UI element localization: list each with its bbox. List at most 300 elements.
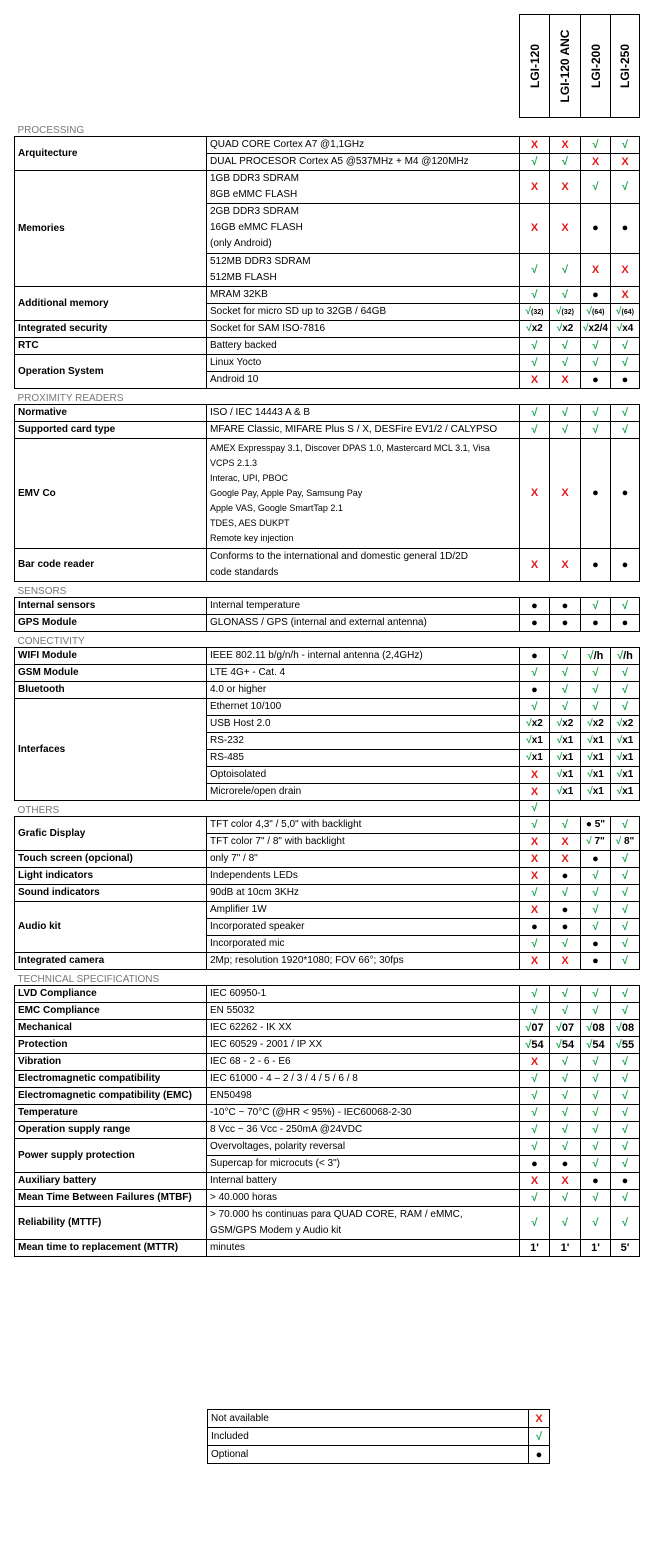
not-available-mark: X (530, 222, 539, 234)
availability-cell (611, 1121, 640, 1138)
availability-cell (611, 1104, 640, 1121)
availability-cell (520, 371, 550, 388)
included-mark: √ (531, 1191, 538, 1204)
mark-suffix: x1 (562, 752, 574, 763)
table-row (15, 884, 640, 901)
section-mark (520, 800, 550, 816)
optional-mark: ● (621, 1174, 629, 1187)
included-mark: √ (586, 1038, 593, 1051)
mark-suffix: x1 (622, 735, 634, 746)
included-mark: √ (561, 818, 569, 831)
included-mark: √ (561, 987, 569, 1000)
availability-cell (550, 404, 581, 421)
optional-mark: ● (531, 1157, 538, 1170)
optional-mark: ● (531, 920, 538, 933)
availability-cell (520, 1155, 550, 1172)
included-mark: √ (561, 423, 569, 436)
included-mark: √ (592, 1191, 599, 1204)
included-mark: √ (561, 1004, 569, 1017)
not-available-mark: X (621, 155, 629, 168)
mark-suffix: x2 (531, 718, 543, 729)
availability-cell (581, 1036, 611, 1053)
feature-detail: ISO / IEC 14443 A & B (207, 404, 520, 421)
feature-detail: IEC 60950-1 (207, 985, 520, 1002)
optional-mark: ● (531, 683, 538, 696)
included-mark: √ (586, 836, 592, 847)
availability-cell (581, 1172, 611, 1189)
availability-cell (581, 597, 611, 614)
feature-detail: Android 10 (207, 371, 520, 388)
availability-cell (581, 749, 611, 766)
feature-name: Interfaces (15, 698, 207, 800)
legend-label: Included (208, 1428, 529, 1446)
availability-cell (550, 203, 581, 253)
availability-cell (550, 664, 581, 681)
included-mark: √ (531, 802, 538, 814)
legend-mark (529, 1410, 550, 1428)
availability-cell (520, 303, 550, 320)
included-mark: √ (621, 1216, 629, 1229)
included-mark: √ (621, 423, 629, 436)
availability-cell (550, 985, 581, 1002)
availability-cell (520, 203, 550, 253)
not-available-mark: X (561, 222, 569, 234)
model-name: LGI-200 (588, 43, 603, 89)
mark-suffix: x2/4 (588, 323, 608, 334)
availability-cell (520, 1019, 550, 1036)
availability-cell (520, 766, 550, 783)
feature-name: GPS Module (15, 614, 207, 631)
included-mark: √ (592, 700, 599, 713)
not-available-mark: X (561, 487, 569, 499)
included-mark: √ (621, 700, 629, 713)
mark-suffix: 07 (531, 1021, 544, 1034)
mark-suffix: (64) (592, 309, 605, 316)
included-mark: √ (587, 718, 593, 729)
availability-cell (611, 286, 640, 303)
availability-cell (550, 732, 581, 749)
not-available-mark: X (561, 373, 569, 386)
availability-cell (520, 136, 550, 153)
availability-cell (611, 136, 640, 153)
not-available-mark: X (530, 373, 539, 386)
included-mark: √ (561, 666, 569, 679)
feature-name: Bar code reader (15, 548, 207, 581)
availability-cell (550, 170, 581, 203)
included-mark: √ (561, 1140, 569, 1153)
included-mark: √ (621, 1072, 629, 1085)
included-mark: √ (531, 937, 538, 950)
mark-suffix: 08 (592, 1021, 605, 1034)
feature-detail: USB Host 2.0 (207, 715, 520, 732)
availability-cell (581, 253, 611, 286)
mark-suffix: x1 (592, 735, 604, 746)
included-mark: √ (531, 155, 538, 168)
included-mark: √ (621, 818, 629, 831)
availability-cell (611, 303, 640, 320)
included-mark: √ (556, 786, 563, 797)
feature-name: EMV Co (15, 438, 207, 548)
optional-mark: ● (592, 487, 599, 499)
not-available-mark: X (561, 1174, 569, 1187)
included-mark: √ (616, 718, 623, 729)
included-mark: √ (621, 937, 629, 950)
included-mark: √ (561, 1191, 569, 1204)
included-mark: √ (556, 735, 563, 746)
included-mark: √ (592, 356, 599, 369)
included-mark: √ (592, 903, 599, 916)
feature-name: Operation System (15, 354, 207, 388)
mark-suffix: 54 (561, 1038, 575, 1051)
feature-detail: Supercap for microcuts (< 3") (207, 1155, 520, 1172)
availability-cell (550, 1036, 581, 1053)
included-mark: √ (592, 1216, 599, 1229)
included-mark: √ (617, 649, 624, 662)
availability-cell (550, 698, 581, 715)
availability-cell (550, 901, 581, 918)
optional-mark: ● (531, 599, 538, 612)
included-mark: √ (531, 423, 538, 436)
included-mark: √ (587, 752, 593, 763)
availability-cell (581, 1019, 611, 1036)
mark-text: 1' (560, 1241, 570, 1254)
included-mark: √ (592, 1123, 599, 1136)
availability-cell (520, 850, 550, 867)
included-mark: √ (621, 1157, 629, 1170)
table-row (15, 170, 640, 203)
optional-mark: ● (621, 373, 629, 386)
availability-cell (581, 918, 611, 935)
table-row (15, 698, 640, 715)
included-mark: √ (592, 987, 599, 1000)
feature-name: Audio kit (15, 901, 207, 952)
feature-detail: 90dB at 10cm 3KHz (207, 884, 520, 901)
included-mark: √ (526, 323, 532, 334)
availability-cell (581, 1206, 611, 1239)
availability-cell (611, 1189, 640, 1206)
availability-cell (520, 952, 550, 969)
not-available-mark: X (591, 155, 600, 168)
optional-mark: ● (561, 599, 569, 612)
not-available-mark: X (561, 558, 569, 571)
legend-label: Optional (208, 1446, 529, 1464)
feature-name: Supported card type (15, 421, 207, 438)
included-mark: √ (587, 786, 593, 797)
mark-suffix: (64) (621, 309, 634, 316)
model-header (611, 14, 640, 118)
availability-cell (520, 404, 550, 421)
mark-suffix: x2 (622, 718, 634, 729)
availability-cell (550, 833, 581, 850)
availability-cell (550, 1239, 581, 1256)
availability-cell (581, 783, 611, 800)
feature-name: Auxiliary battery (15, 1172, 207, 1189)
section-title: OTHERS (17, 804, 60, 816)
included-mark: √ (561, 1089, 569, 1102)
mark-suffix: x1 (531, 735, 543, 746)
availability-cell (611, 1239, 640, 1256)
included-mark: √ (531, 263, 538, 276)
included-mark: √ (616, 323, 623, 334)
availability-cell (611, 647, 640, 664)
availability-cell (520, 833, 550, 850)
model-name: LGI-120 ANC (558, 29, 572, 103)
model-header (581, 14, 611, 118)
availability-cell (581, 153, 611, 170)
included-mark: √ (592, 886, 599, 899)
included-mark: √ (561, 1072, 569, 1085)
feature-name: Temperature (15, 1104, 207, 1121)
availability-cell (611, 952, 640, 969)
included-mark: √ (592, 138, 599, 151)
included-mark: √ (621, 1140, 629, 1153)
legend-label: Not available (208, 1410, 529, 1428)
mark-suffix: x1 (531, 752, 543, 763)
legend-table (207, 1409, 550, 1464)
availability-cell (581, 438, 611, 548)
availability-cell (581, 715, 611, 732)
availability-cell (550, 681, 581, 698)
availability-cell (581, 1053, 611, 1070)
feature-detail: IEEE 802.11 b/g/n/h - internal antenna (2,4GHz) (207, 647, 520, 664)
availability-cell (520, 1239, 550, 1256)
availability-cell (611, 548, 640, 581)
availability-cell (581, 952, 611, 969)
not-available-mark: X (621, 263, 629, 276)
feature-name: Arquitecture (15, 136, 207, 170)
included-mark: √ (531, 288, 538, 301)
availability-cell (581, 286, 611, 303)
availability-cell (611, 833, 640, 850)
availability-cell (611, 1172, 640, 1189)
mark-suffix: x1 (592, 769, 604, 780)
feature-detail: Socket for SAM ISO-7816 (207, 320, 520, 337)
availability-cell (611, 597, 640, 614)
availability-cell (550, 1002, 581, 1019)
included-mark: √ (621, 138, 629, 151)
included-mark: √ (583, 323, 589, 334)
availability-cell (611, 170, 640, 203)
optional-mark: ● (592, 373, 599, 386)
mark-suffix: x1 (562, 735, 574, 746)
legend-mark (529, 1428, 550, 1446)
availability-cell (611, 354, 640, 371)
availability-cell (520, 867, 550, 884)
feature-detail: IEC 60529 - 2001 / IP XX (207, 1036, 520, 1053)
feature-name: Bluetooth (15, 681, 207, 698)
availability-cell (520, 816, 550, 833)
not-available-mark: X (530, 138, 539, 151)
included-mark: √ (592, 180, 599, 193)
included-mark: √ (525, 1038, 532, 1051)
table-row (15, 1189, 640, 1206)
included-mark: √ (556, 769, 563, 780)
included-mark: √ (561, 1216, 569, 1229)
table-row (15, 664, 640, 681)
included-mark: √ (531, 339, 538, 352)
availability-cell (550, 320, 581, 337)
included-mark: √ (621, 1123, 629, 1136)
table-row (15, 337, 640, 354)
mark-suffix: x2 (531, 323, 543, 334)
feature-detail: Linux Yocto (207, 354, 520, 371)
availability-cell (581, 833, 611, 850)
availability-cell (581, 985, 611, 1002)
availability-cell (520, 286, 550, 303)
availability-cell (520, 783, 550, 800)
included-mark: √ (556, 306, 562, 317)
availability-cell (581, 647, 611, 664)
not-available-mark: X (530, 835, 539, 848)
feature-name: Integrated camera (15, 952, 207, 969)
included-mark: √ (587, 735, 593, 746)
included-mark: √ (531, 1216, 538, 1229)
availability-cell (581, 1104, 611, 1121)
optional-mark: ● (621, 222, 629, 234)
included-mark: √ (621, 987, 629, 1000)
included-mark: √ (615, 1038, 622, 1051)
included-mark: √ (621, 1055, 629, 1068)
included-mark: √ (531, 886, 538, 899)
mark-suffix: 55 (621, 1038, 635, 1051)
optional-mark: ● (592, 954, 599, 967)
included-mark: √ (621, 406, 629, 419)
availability-cell (550, 1104, 581, 1121)
feature-detail: Battery backed (207, 337, 520, 354)
included-mark: √ (592, 339, 599, 352)
feature-detail: Independents LEDs (207, 867, 520, 884)
availability-cell (520, 614, 550, 631)
feature-detail: MFARE Classic, MIFARE Plus S / X, DESFire EV1/2 / CALYPSO (207, 421, 520, 438)
availability-cell (581, 850, 611, 867)
mark-suffix: x2 (592, 718, 604, 729)
included-mark: √ (592, 1140, 599, 1153)
feature-detail: only 7" / 8" (207, 850, 520, 867)
included-mark: √ (592, 1157, 599, 1170)
included-mark: √ (621, 356, 629, 369)
table-row (15, 1121, 640, 1138)
availability-cell (611, 749, 640, 766)
availability-cell (611, 253, 640, 286)
availability-cell (520, 438, 550, 548)
mark-suffix: x1 (622, 769, 634, 780)
mark-suffix: (32) (531, 309, 544, 316)
included-mark: √ (616, 306, 622, 317)
optional-mark: ● (592, 558, 599, 571)
availability-cell (520, 320, 550, 337)
optional-mark: ● (531, 616, 538, 629)
mark-suffix: x1 (562, 786, 574, 797)
feature-detail: MRAM 32KB (207, 286, 520, 303)
included-mark: √ (561, 1055, 569, 1068)
table-row (15, 320, 640, 337)
table-row (15, 901, 640, 918)
feature-name: Touch screen (opcional) (15, 850, 207, 867)
feature-detail: Incorporated mic (207, 935, 520, 952)
included-mark: √ (615, 836, 622, 847)
included-mark: √ (531, 356, 538, 369)
availability-cell (581, 1070, 611, 1087)
feature-name: Protection (15, 1036, 207, 1053)
availability-cell (520, 681, 550, 698)
availability-cell (520, 253, 550, 286)
included-mark: √ (592, 1004, 599, 1017)
not-available-mark: X (530, 768, 539, 781)
mark-suffix: x4 (622, 323, 634, 334)
table-row (15, 681, 640, 698)
availability-cell (611, 1070, 640, 1087)
included-mark: √ (592, 1106, 599, 1119)
availability-cell (581, 681, 611, 698)
legend-mark (529, 1446, 550, 1464)
optional-mark: ● (621, 616, 629, 629)
mark-suffix: /h (593, 649, 604, 662)
optional-mark: ● (561, 1157, 569, 1170)
not-available-mark: X (530, 852, 539, 865)
included-mark: √ (592, 1072, 599, 1085)
feature-detail: 2GB DDR3 SDRAM 16GB eMMC FLASH (only Android) (207, 203, 520, 253)
not-available-mark: X (561, 138, 569, 151)
availability-cell (581, 136, 611, 153)
feature-detail: DUAL PROCESOR Cortex A5 @537MHz + M4 @120MHz (207, 153, 520, 170)
mark-suffix: 5" (591, 819, 606, 830)
feature-name: Normative (15, 404, 207, 421)
availability-cell (550, 597, 581, 614)
availability-cell (581, 303, 611, 320)
availability-cell (550, 1155, 581, 1172)
feature-name: GSM Module (15, 664, 207, 681)
table-row (15, 597, 640, 614)
legend-row (208, 1446, 550, 1464)
included-mark: √ (616, 769, 623, 780)
feature-name: Electromagnetic compatibility (EMC) (15, 1087, 207, 1104)
table-row (15, 850, 640, 867)
availability-cell (550, 1070, 581, 1087)
included-mark: √ (621, 903, 629, 916)
included-mark: √ (621, 180, 629, 193)
availability-cell (520, 884, 550, 901)
included-mark: √ (555, 1021, 562, 1034)
mark-text: 5' (620, 1241, 630, 1254)
feature-name: Operation supply range (15, 1121, 207, 1138)
availability-cell (550, 421, 581, 438)
availability-cell (550, 766, 581, 783)
optional-mark: ● (621, 558, 629, 571)
availability-cell (520, 698, 550, 715)
feature-name: RTC (15, 337, 207, 354)
included-mark: √ (592, 666, 599, 679)
not-available-mark: X (530, 180, 539, 193)
table-row (15, 404, 640, 421)
included-mark: √ (592, 869, 599, 882)
feature-detail: 2Mp; resolution 1920*1080; FOV 66°; 30fps (207, 952, 520, 969)
feature-name: WIFI Module (15, 647, 207, 664)
availability-cell (611, 1019, 640, 1036)
availability-cell (520, 1002, 550, 1019)
table-row (15, 286, 640, 303)
feature-name: Integrated security (15, 320, 207, 337)
not-available-mark: X (561, 835, 569, 848)
availability-cell (550, 952, 581, 969)
availability-cell (611, 985, 640, 1002)
feature-name: Electromagnetic compatibility (15, 1070, 207, 1087)
not-available-mark: X (530, 785, 539, 798)
not-available-mark: X (561, 852, 569, 865)
availability-cell (550, 867, 581, 884)
availability-cell (520, 935, 550, 952)
included-mark: √ (616, 786, 623, 797)
table-row (15, 354, 640, 371)
